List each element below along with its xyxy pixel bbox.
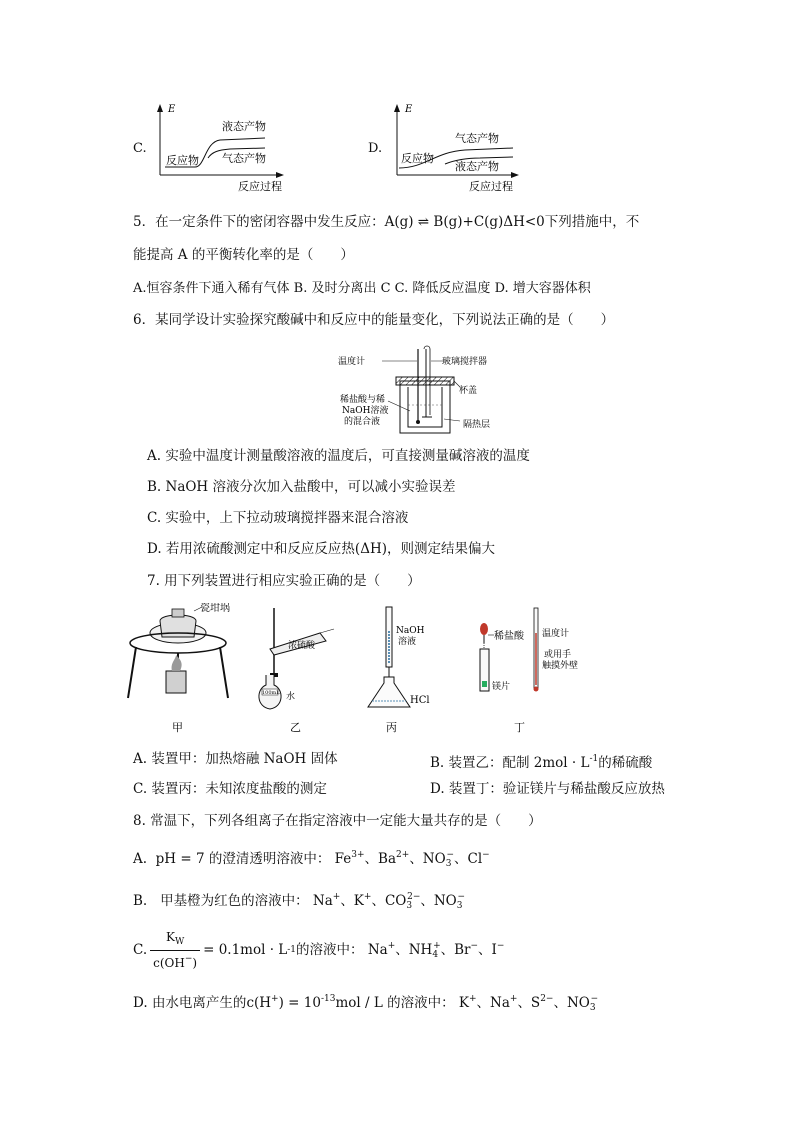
hcl-label: HCl — [410, 695, 430, 706]
option-c-label: C. — [133, 141, 147, 156]
q7-option-a: A. 装置甲：加热熔融 NaOH 固体 — [133, 751, 338, 767]
axis-y-label: E — [168, 104, 176, 115]
top-curve-label: 气态产物 — [455, 132, 499, 145]
bottom-curve-label: 液态产物 — [455, 160, 499, 173]
flask-volume-label: 100mL — [262, 690, 280, 696]
acid-label: 浓硫酸 — [288, 641, 316, 651]
hand-label-2: 触摸外壁 — [542, 661, 579, 671]
q8-stem: 8. 常温下，下列各组离子在指定溶液中一定能大量共存的是（ ） — [133, 813, 542, 829]
q6-option-b: B. NaOH 溶液分次加入盐酸中，可以减小实验误差 — [147, 479, 456, 495]
q5-options: A.恒容条件下通入稀有气体 B. 及时分离出 C C. 降低反应温度 D. 增大容器体积 — [133, 281, 591, 296]
option-d-label: D. — [368, 141, 383, 156]
caption-jia: 甲 — [172, 721, 183, 734]
lid-label: 杯盖 — [459, 386, 478, 396]
mix-label-1: 稀盐酸与稀 — [340, 395, 386, 405]
q5-equation: A(g) ⇌ B(g)+C(g)ΔH<0 — [384, 214, 545, 230]
hand-label-1: 或用手 — [544, 650, 572, 660]
thermometer-label: 温度计 — [542, 629, 570, 639]
thermometer-label: 温度计 — [338, 357, 366, 367]
insulation-label: 隔热层 — [463, 420, 491, 430]
apparatus-jia — [120, 603, 245, 738]
stirrer-label: 玻璃搅拌器 — [442, 357, 488, 367]
apparatus-yi — [250, 603, 340, 738]
q5-line1: 5．在一定条件下的密闭容器中发生反应：A(g) ⇌ B(g)+C(g)ΔH<0下列措施中，不 — [133, 214, 640, 230]
q7-option-d: D. 装置丁：验证镁片与稀盐酸反应放热 — [430, 781, 665, 797]
q8-option-a: A. pH = 7 的澄清透明溶液中： $Fe^{3+}$、$Ba^{2+}$、$NO_3^-$、Cl− — [133, 850, 490, 869]
apparatus-ding — [470, 603, 600, 738]
caption-yi: 乙 — [290, 721, 301, 734]
kw-fraction: $\frac{K_W}{c(OH^-)}$ — [150, 929, 200, 971]
water-label: 水 — [286, 692, 296, 702]
q6-stem: 6．某同学设计实验探究酸碱中和反应中的能量变化，下列说法正确的是（ ） — [133, 312, 615, 328]
reactant-label: 反应物 — [166, 154, 199, 167]
bottom-curve-label: 气态产物 — [222, 152, 266, 165]
caption-bing: 丙 — [386, 721, 397, 734]
reactant-label: 反应物 — [401, 152, 434, 165]
mix-label-3: 的混合液 — [344, 417, 381, 427]
naoh-label-2: 溶液 — [398, 637, 417, 647]
metal-label: 镁片 — [492, 682, 511, 692]
crucible-label: 瓷坩埚 — [200, 603, 230, 614]
caption-ding: 丁 — [514, 721, 525, 734]
q6-option-d: D. 若用浓硫酸测定中和反应反应热(ΔH)，则测定结果偏大 — [147, 541, 495, 557]
q6-option-a: A. 实验中温度计测量酸溶液的温度后，可直接测量碱溶液的温度 — [147, 448, 530, 464]
apparatus-bing — [362, 603, 452, 738]
mix-label-2: NaOH溶液 — [342, 406, 389, 416]
axis-x-label: 反应过程 — [469, 180, 513, 193]
q7-option-c: C. 装置丙：未知浓度盐酸的测定 — [133, 781, 327, 797]
naoh-label-1: NaOH — [396, 626, 425, 636]
top-curve-label: 液态产物 — [222, 120, 266, 133]
energy-graph-d — [385, 100, 520, 195]
q7-stem: 7. 用下列装置进行相应实验正确的是（ ） — [147, 573, 421, 589]
calorimeter-figure — [338, 345, 498, 440]
q8-option-d: D. 由水电离产生的$c(H^+) = 10^{-13}mol / L$ 的溶液中： K+、Na+、$S^{2-}$、$NO_3^-$ — [133, 994, 599, 1013]
q8-option-c: C. $\frac{K_W}{c(OH^-)}$ = 0.1mol · L -1 的溶液中： Na+、$NH_4^+$、Br−、I− — [133, 930, 505, 970]
q5-line2: 能提高 A 的平衡转化率的是（ ） — [133, 247, 354, 263]
energy-graph-c — [150, 100, 285, 195]
q8-option-b: B. 甲基橙为红色的溶液中： Na+、K+、$CO_3^{2-}$、$NO_3^-$ — [133, 892, 466, 911]
q6-option-c: C. 实验中，上下拉动玻璃搅拌器来混合溶液 — [147, 510, 409, 526]
axis-y-label: E — [405, 104, 413, 115]
acid-label: 稀盐酸 — [494, 631, 524, 642]
q7-option-b: B. 装置乙：配制 $2mol \cdot L^{-1}$的稀硫酸 — [430, 754, 653, 771]
axis-x-label: 反应过程 — [238, 180, 282, 193]
